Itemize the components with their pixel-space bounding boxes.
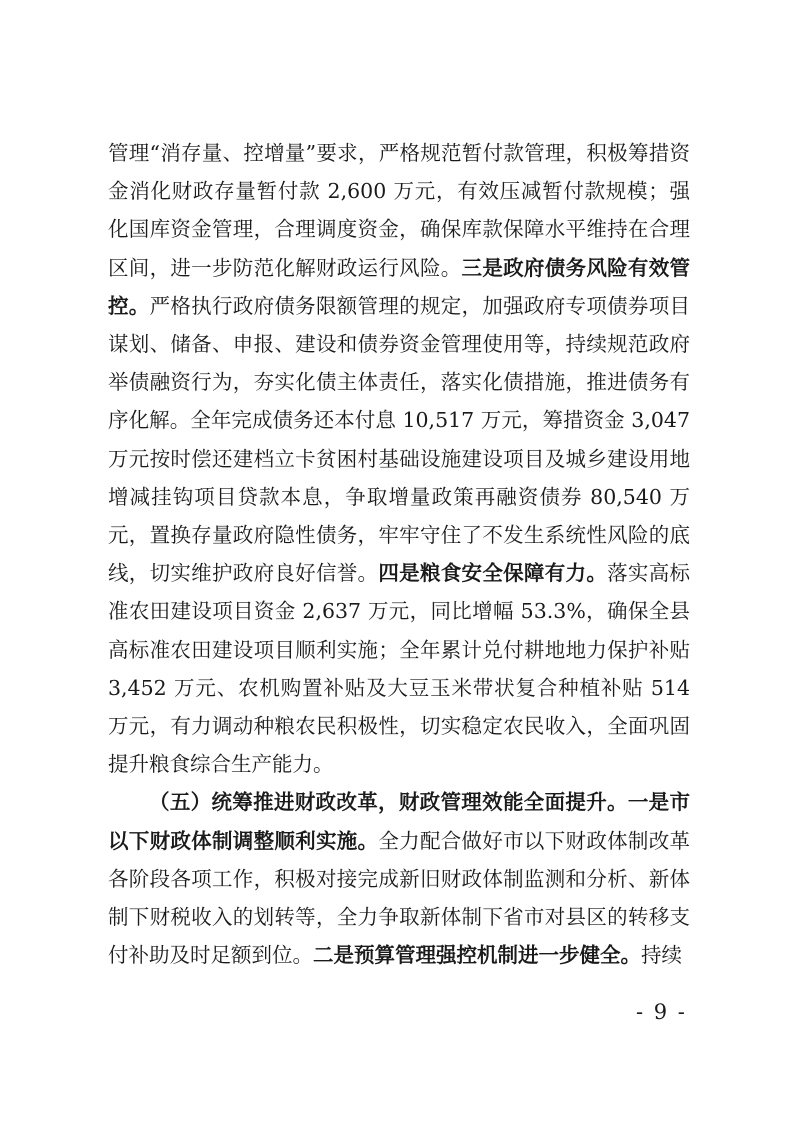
text-run: 持续	[641, 943, 682, 968]
bold-heading-run: 二是预算管理强控机制进一步健全。	[313, 943, 641, 968]
text-run: 落实高标准农田建设项目资金 2,637 万元，同比增幅 53.3%，确保全县高标准农田建设项目顺利实施；全年累计兑付耕地地力保护补贴 3,452 万元、农机购置补贴及大豆玉米带状复合种植补贴 514 万元，有力调动种粮农民积极性，切实稳定农民收入，全面巩固提升粮食综合生产能力。	[108, 561, 691, 777]
text-run: 管理“消存量、控增量”要求，严格规范暂付款管理，积极筹措资金消化财政存量暂付款 2,600 万元，有效压减暂付款规模；强化国库资金管理，合理调度资金，确保库款保障水平维持在合理区间，进一步防范化解财政运行风险。	[108, 141, 690, 280]
section-heading-run: （五）统筹推进财政改革，财政管理效能全面提升。一是市以下财政体制调整顺利实施。	[108, 790, 690, 853]
paragraph-2	[108, 783, 690, 974]
bold-heading-run: 四是粮食安全保障有力。	[378, 561, 608, 586]
text-run: 全力配合做好市以下财政体制改革各阶段各项工作，积极对接完成新旧财政体制监测和分析、新体制下财税收入的划转等，全力争取新体制下省市对县区的转移支付补助及时足额到位。	[108, 828, 691, 968]
page-number: - 9 -	[636, 1000, 687, 1024]
document-body	[108, 134, 690, 974]
text-run: 严格执行政府债务限额管理的规定，加强政府专项债券项目谋划、储备、申报、建设和债券资金管理使用等，持续规范政府举债融资行为，夯实化债主体责任，落实化债措施，推进债务有序化解。全年完成债务还本付息 10,517 万元，筹措资金 3,047 万元按时偿还建档立卡贫困村基础设施建设项目及城乡建设用地增减挂钩项目贷款本息，争取增量政策再融资债券 80,540 万元，置换存量政府隐性债务，牢牢守住了不发生系统性风险的底线，切实维护政府良好信誉。	[108, 293, 690, 586]
bold-heading-run: 三是政府债务风险有效管控。	[108, 255, 691, 318]
paragraph-1	[108, 134, 690, 783]
